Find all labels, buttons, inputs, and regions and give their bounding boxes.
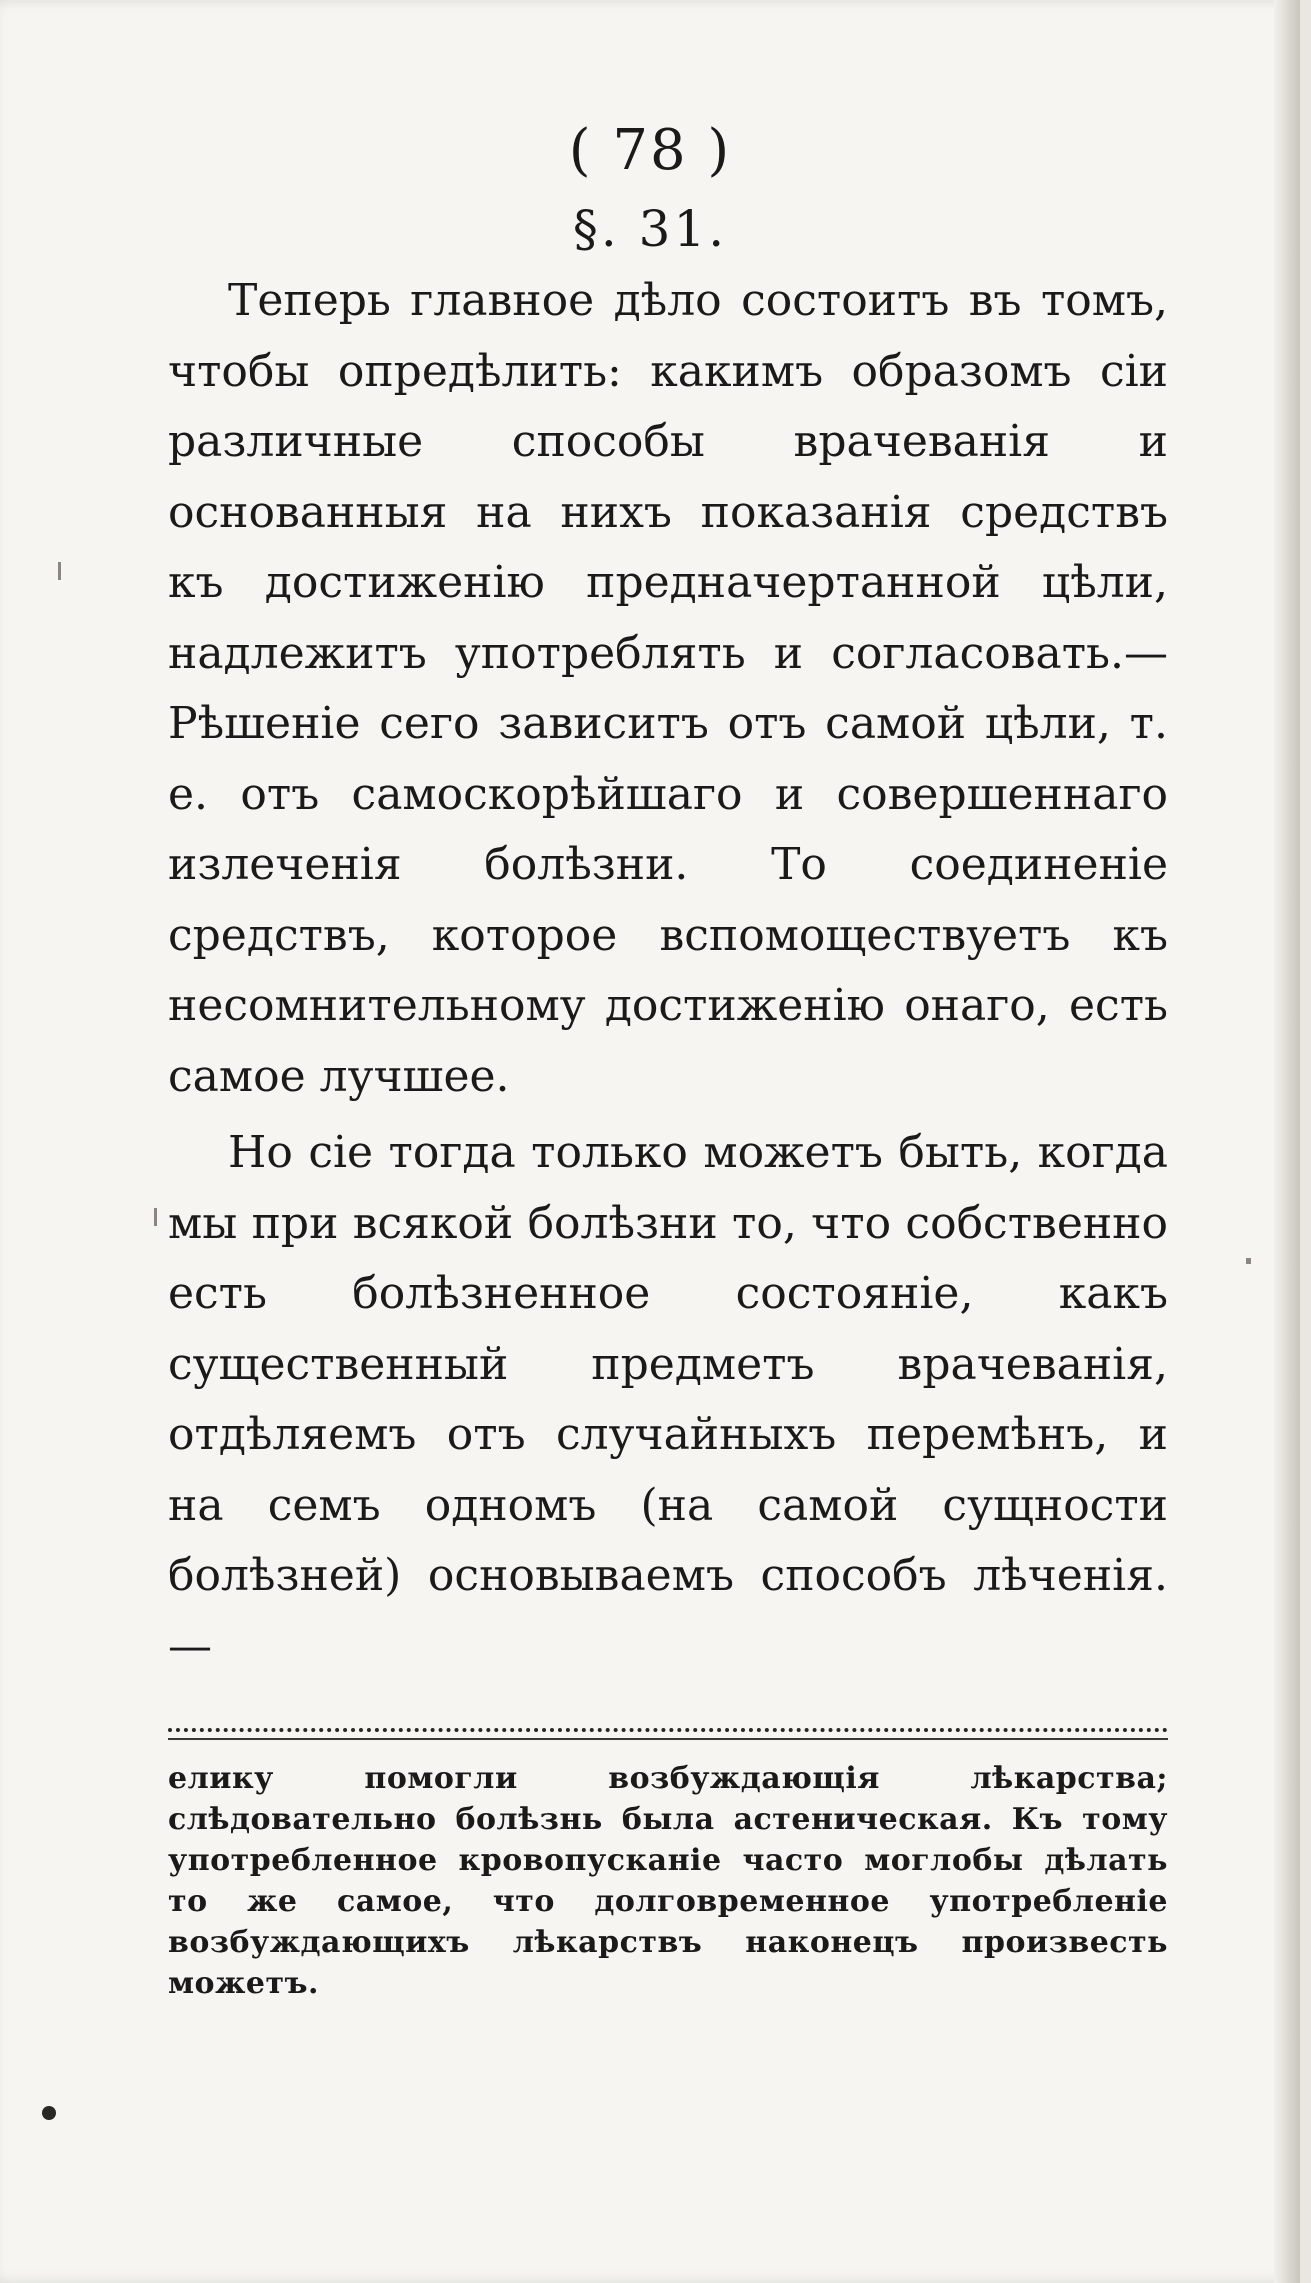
main-text <box>168 266 1168 1682</box>
margin-tick-mark <box>154 1208 157 1226</box>
footnote-separator-line <box>168 1738 1168 1740</box>
footnote: елику помогли возбуждающія лѣкарства; слѣдовательно болѣзнь была астеническая. Къ тому употребленное кровопусканіе часто моглобы дѣлать то же самое, что долговременное употребленіе возбуждающихъ лѣкарствъ наконецъ произвесть можетъ. <box>168 1761 1168 2001</box>
page-edge-shadow <box>1274 0 1300 2283</box>
paragraph-2: Но сіе тогда только можетъ быть, когда мы при всякой болѣзни то, что собственно есть болѣзненное состояніе, какъ существенный предметъ врачеванія, отдѣляемъ отъ случайныхъ перемѣнъ, и на семъ одномъ (на самой сущности болѣзней) основываемъ способъ лѣченія.— <box>168 1127 1168 1672</box>
footnote-separator-dotted <box>168 1728 1168 1732</box>
paragraph-1: Теперь главное дѣло состоитъ въ томъ, чтобы опредѣлить: какимъ образомъ сіи различные способы врачеванія и основанныя на нихъ показанія средствъ къ достиженію предначертанной цѣли, надлежитъ употреблять и согласовать.—Рѣшеніе сего зависитъ отъ самой цѣли, т. е. отъ самоскорѣйшаго и совершеннаго излеченія болѣзни. То соединеніе средствъ, которое вспомоществуетъ къ несомнительному достиженію онаго, есть самое лучшее. <box>168 275 1168 1102</box>
margin-tick-mark <box>58 562 61 580</box>
page-number: ( 78 ) <box>568 118 732 183</box>
section-heading: §. 31. <box>572 200 728 258</box>
ink-spot-mark <box>42 2106 56 2120</box>
margin-tick-mark <box>1246 1258 1251 1264</box>
